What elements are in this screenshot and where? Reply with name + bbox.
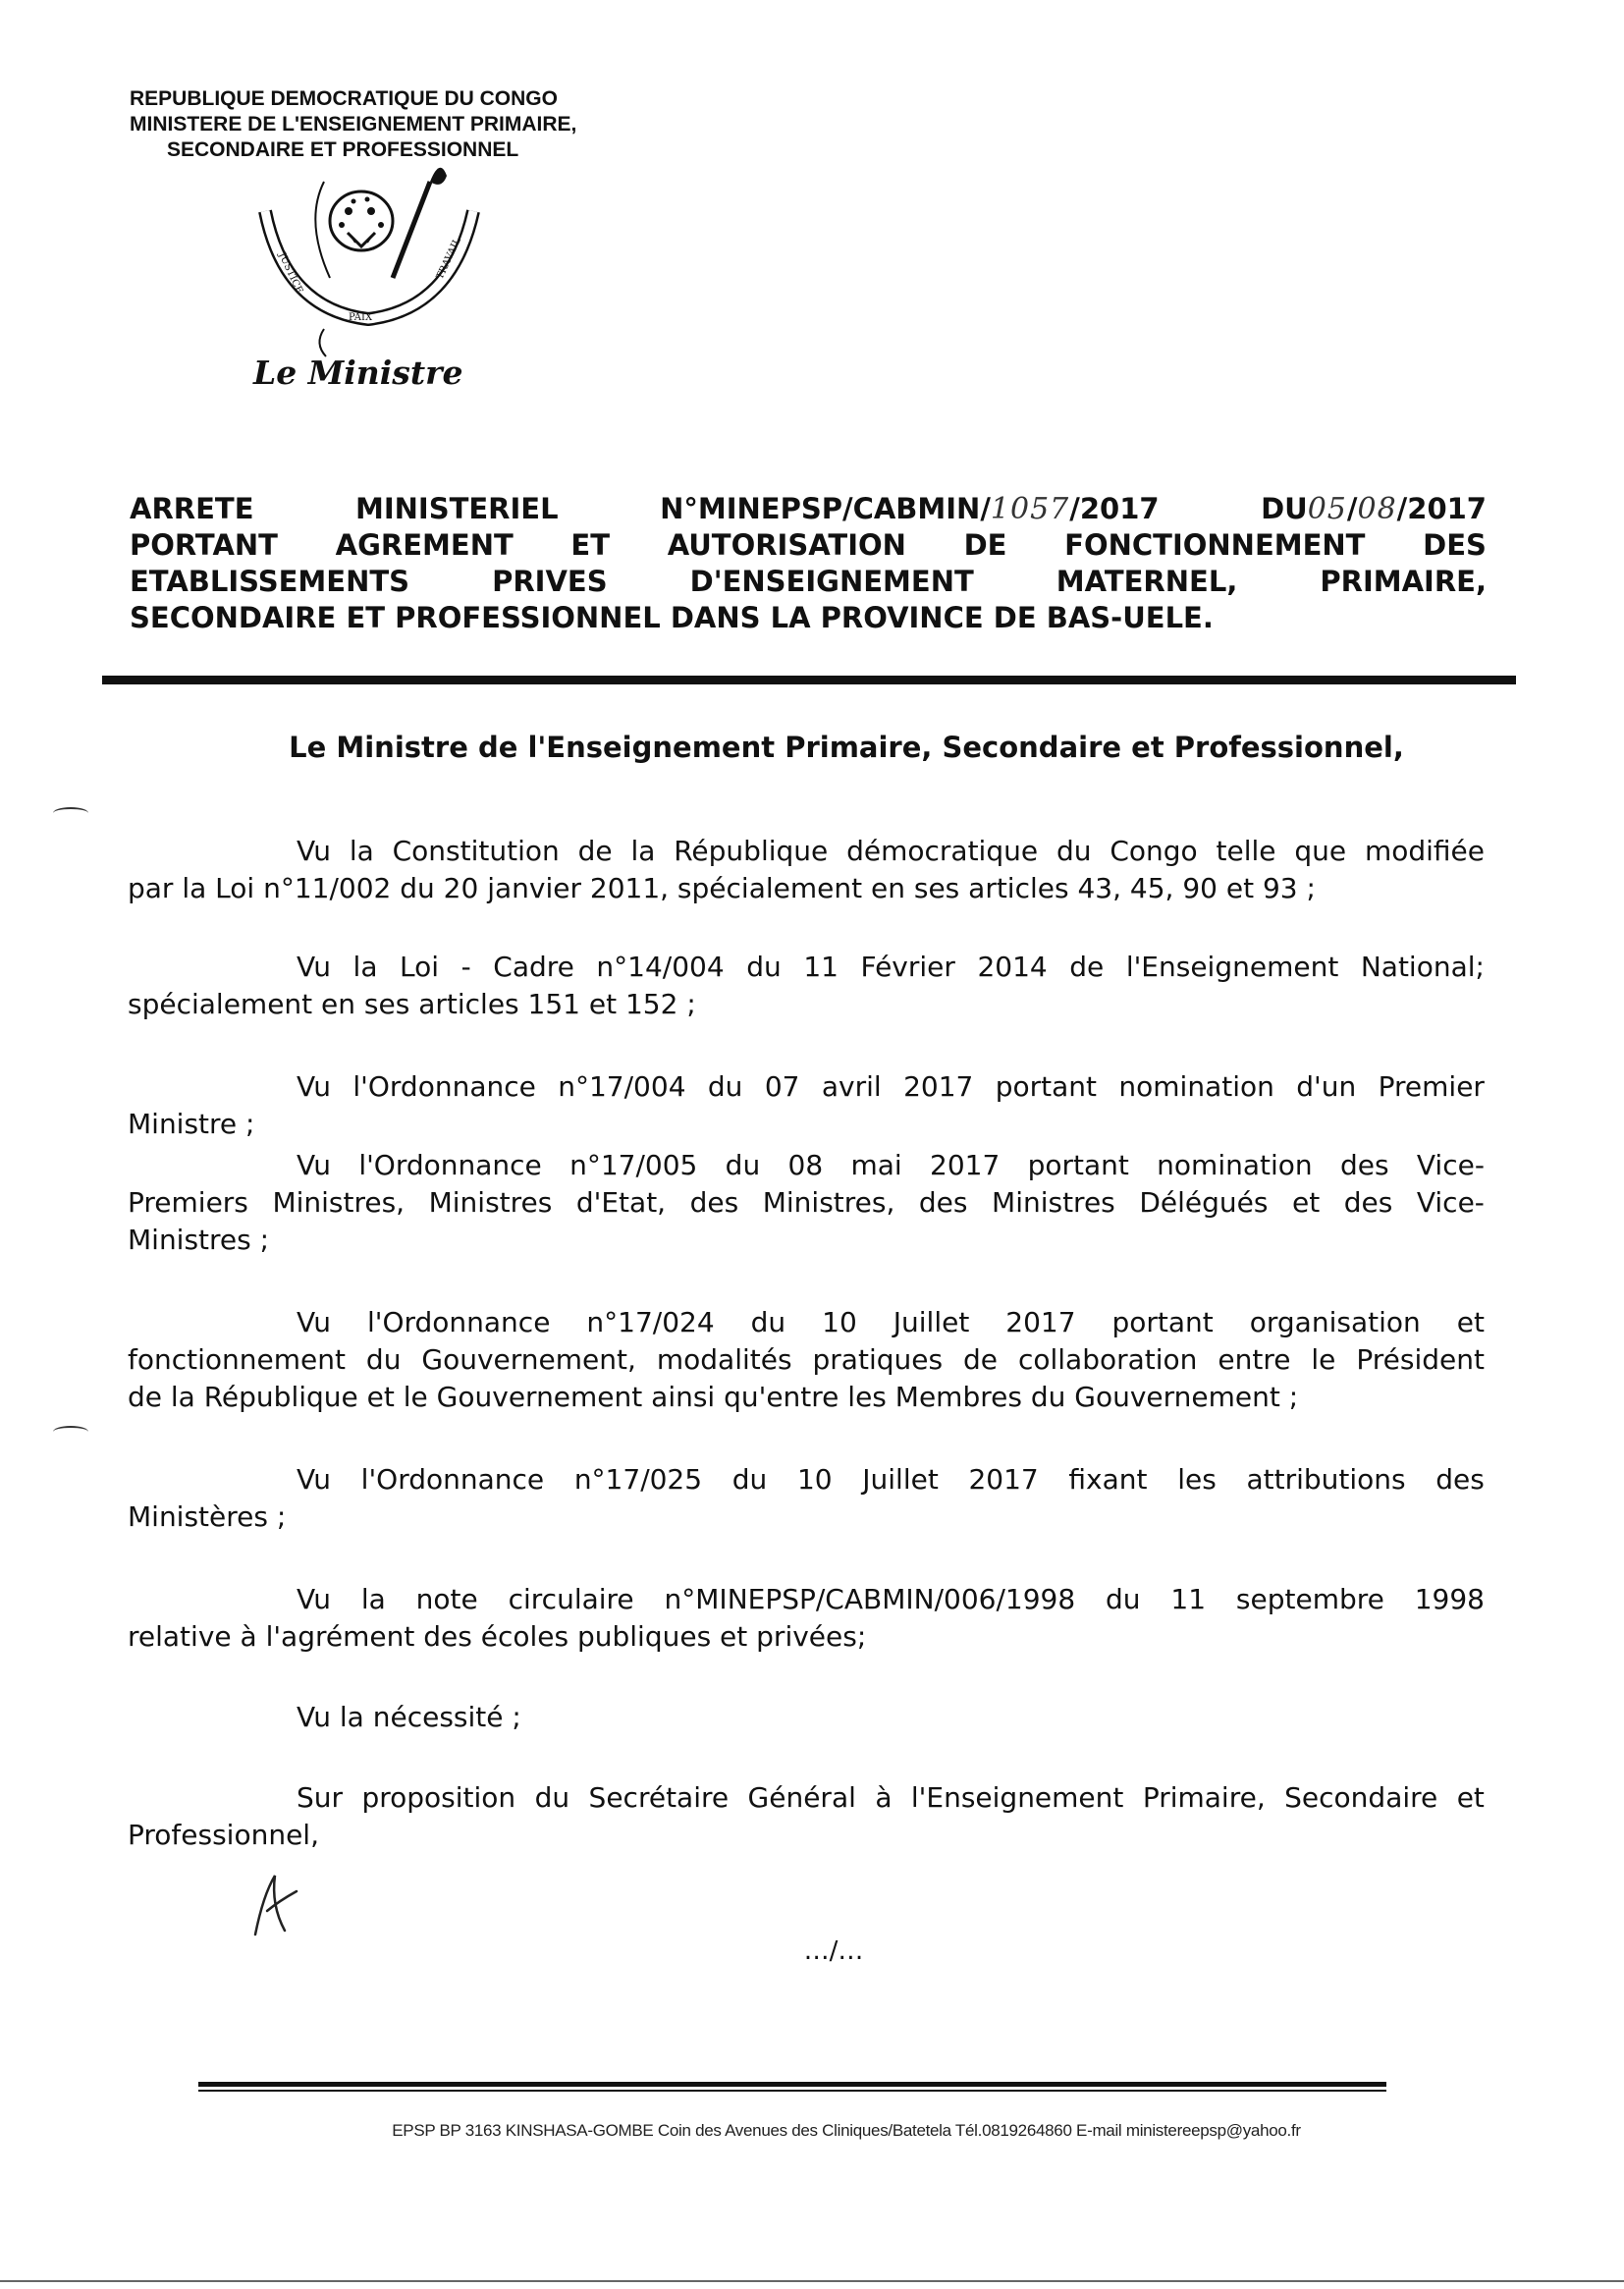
paragraph-line: Ministres ; — [128, 1224, 270, 1256]
paragraph-note-circulaire — [128, 1581, 1485, 1656]
paragraph-ordonnance-17-005 — [128, 1147, 1485, 1259]
paragraph-line: Vu l'Ordonnance n°17/024 du 10 Juillet 2017 portant organisation et — [297, 1306, 1485, 1338]
footer-contact: EPSP BP 3163 KINSHASA-GOMBE Coin des Avenues des Cliniques/Batetela Tél.0819264860 E-mail ministereepsp@yahoo.fr — [392, 2121, 1301, 2140]
country-name: REPUBLIQUE DEMOCRATIQUE DU CONGO — [130, 87, 558, 110]
emblem-motto-center: PAIX — [349, 312, 373, 323]
paragraph-proposition — [128, 1779, 1485, 1854]
scan-mark — [53, 807, 88, 819]
scan-edge — [0, 2280, 1624, 2282]
paragraph-line: Vu la Constitution de la République démocratique du Congo telle que modifiée — [297, 835, 1485, 867]
decree-title — [130, 491, 1487, 636]
institution-header — [130, 86, 576, 163]
paragraph-constitution — [128, 833, 1485, 907]
minister-title: Le Ministre — [253, 354, 463, 392]
paragraph-line: Vu la note circulaire n°MINEPSP/CABMIN/006/1998 du 11 septembre 1998 — [297, 1583, 1485, 1615]
page-continuation: …/… — [803, 1936, 864, 1966]
paragraph-line: fonctionnement du Gouvernement, modalités pratiques de collaboration entre le Président — [128, 1343, 1485, 1376]
decree-month-handwritten: 08 — [1357, 492, 1397, 526]
paragraph-line: par la Loi n°11/002 du 20 janvier 2011, spécialement en ses articles 43, 45, 90 et 93 ; — [128, 872, 1316, 904]
paragraph-line: Ministères ; — [128, 1500, 287, 1533]
decree-day-handwritten: 05 — [1307, 492, 1347, 526]
emblem-motto-right: TRAVAIL — [434, 236, 463, 282]
paragraph-line: Vu la nécessité ; — [297, 1701, 521, 1733]
title-line-1: ARRETE MINISTERIEL N°MINEPSP/CABMIN/1057/2017 DU05/08/2017 — [130, 492, 1487, 526]
title-line-4: SECONDAIRE ET PROFESSIONNEL DANS LA PROVINCE DE BAS-UELE. — [130, 601, 1214, 634]
emblem-motto-left: JUSTICE — [276, 250, 305, 296]
paragraph-ordonnance-17-004 — [128, 1068, 1485, 1143]
paragraph-line: relative à l'agrément des écoles publiques et privées; — [128, 1620, 867, 1653]
paragraph-necessite — [128, 1699, 1485, 1736]
handwritten-initials-icon — [245, 1866, 304, 1944]
coat-of-arms-icon — [245, 162, 491, 358]
paragraph-line: de la République et le Gouvernement ainsi qu'entre les Membres du Gouvernement ; — [128, 1381, 1299, 1413]
ministry-name-line1: MINISTERE DE L'ENSEIGNEMENT PRIMAIRE, — [130, 113, 577, 136]
title-divider — [102, 676, 1516, 684]
paragraph-line: Vu l'Ordonnance n°17/004 du 07 avril 2017 portant nomination d'un Premier — [297, 1070, 1485, 1103]
title-line-2: PORTANT AGREMENT ET AUTORISATION DE FONCTIONNEMENT DES — [130, 528, 1487, 562]
paragraph-line: Premiers Ministres, Ministres d'Etat, des Ministres, des Ministres Délégués et des Vice- — [128, 1186, 1485, 1219]
paragraph-line: Ministre ; — [128, 1108, 255, 1140]
ministry-name-line2: SECONDAIRE ET PROFESSIONNEL — [167, 138, 519, 161]
paragraph-ordonnance-17-025 — [128, 1461, 1485, 1536]
footer-divider-thin — [198, 2090, 1386, 2092]
decree-number-handwritten: 1057 — [990, 492, 1070, 526]
scan-mark — [53, 1426, 88, 1438]
paragraph-line: Vu l'Ordonnance n°17/005 du 08 mai 2017 portant nomination des Vice- — [297, 1149, 1485, 1181]
minister-heading: Le Ministre de l'Enseignement Primaire, Secondaire et Professionnel, — [289, 731, 1404, 764]
paragraph-line: Sur proposition du Secrétaire Général à l'Enseignement Primaire, Secondaire et — [297, 1781, 1485, 1814]
footer-divider — [198, 2082, 1386, 2087]
paragraph-ordonnance-17-024 — [128, 1304, 1485, 1416]
paragraph-line: Vu l'Ordonnance n°17/025 du 10 Juillet 2017 fixant les attributions des — [297, 1463, 1485, 1496]
paragraph-loi-cadre — [128, 949, 1485, 1023]
paragraph-line: Professionnel, — [128, 1819, 319, 1851]
paragraph-line: spécialement en ses articles 151 et 152 ; — [128, 988, 696, 1020]
title-line-3: ETABLISSEMENTS PRIVES D'ENSEIGNEMENT MATERNEL, PRIMAIRE, — [130, 565, 1487, 598]
paragraph-line: Vu la Loi - Cadre n°14/004 du 11 Février 2014 de l'Enseignement National; — [297, 951, 1485, 983]
